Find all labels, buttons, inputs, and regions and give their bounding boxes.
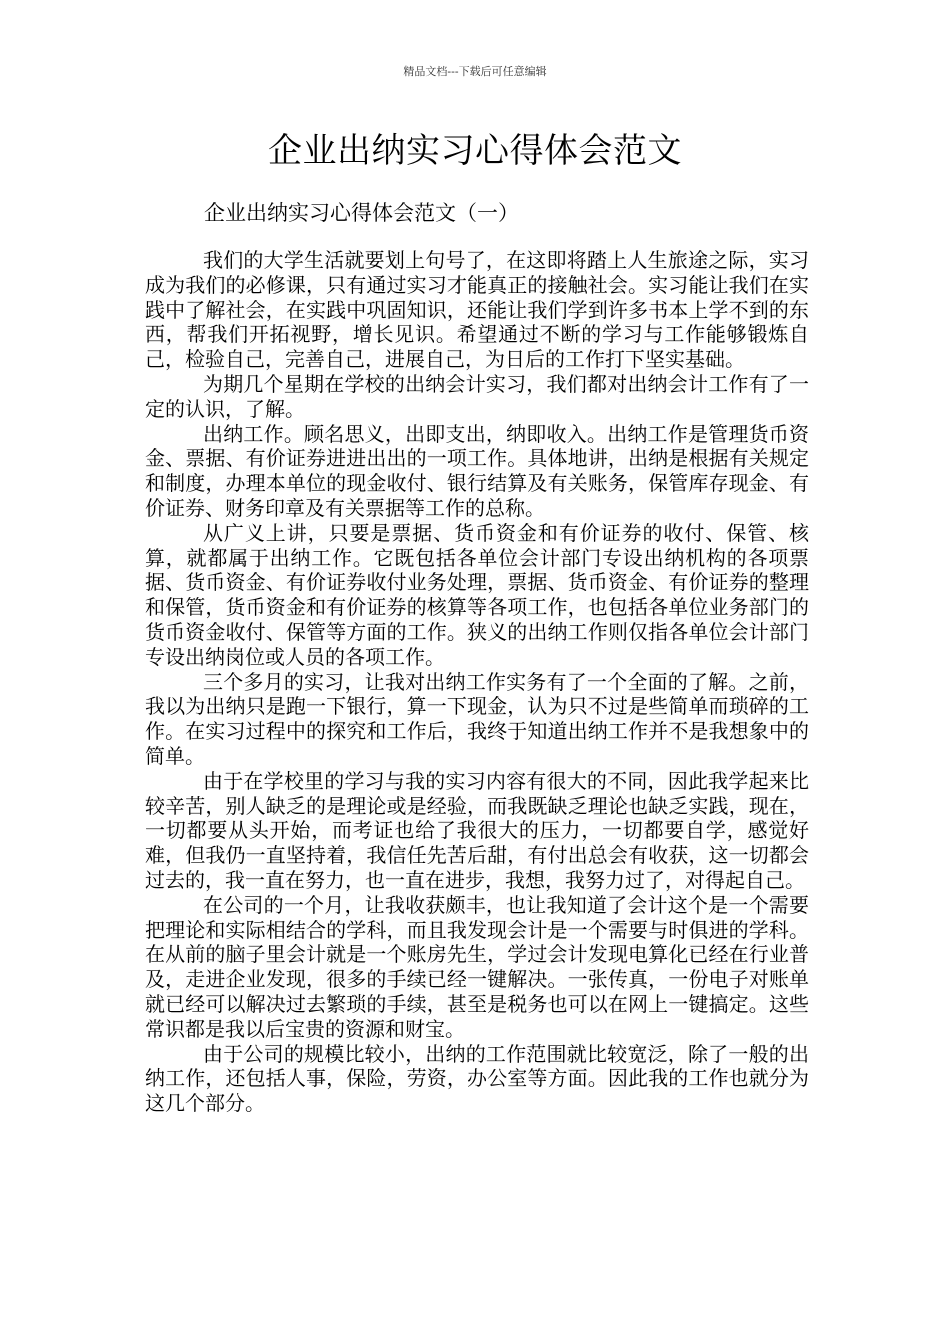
paragraph: 我们的大学生活就要划上句号了，在这即将踏上人生旅途之际，实习成为我们的必修课，只有通过实习才能真正的接触社会。实习能让我们在实践中了解社会，在实践中巩固知识，还能让我们学到许多书本上学不到的东西，帮我们开拓视野，增长见识。希望通过不断的学习与工作能够锻炼自己，检验自己，完善自己，进展自己，为日后的工作打下坚实基础。 (145, 248, 809, 372)
paragraph: 由于公司的规模比较小，出纳的工作范围就比较宽泛，除了一般的出纳工作，还包括人事，保险，劳资，办公室等方面。因此我的工作也就分为这几个部分。 (145, 1041, 809, 1116)
paragraph: 出纳工作。顾名思义，出即支出，纳即收入。出纳工作是管理货币资金、票据、有价证券进进出出的一项工作。具体地讲，出纳是根据有关规定和制度，办理本单位的现金收付、银行结算及有关账务，保管库存现金、有价证券、财务印章及有关票据等工作的总称。 (145, 421, 809, 520)
paragraph: 由于在学校里的学习与我的实习内容有很大的不同，因此我学起来比较辛苦，别人缺乏的是理论或是经验，而我既缺乏理论也缺乏实践，现在，一切都要从头开始，而考证也给了我很大的压力，一切都要自学，感觉好难，但我仍一直坚持着，我信任先苦后甜，有付出总会有收获，这一切都会过去的，我一直在努力，也一直在进步，我想，我努力过了，对得起自己。 (145, 768, 809, 892)
page-header-note: 精品文档---下载后可任意编辑 (403, 65, 547, 78)
paragraph: 三个多月的实习，让我对出纳工作实务有了一个全面的了解。之前，我以为出纳只是跑一下银行，算一下现金，认为只不过是些简单而琐碎的工作。在实习过程中的探究和工作后，我终于知道出纳工作并不是我想象中的简单。 (145, 669, 809, 768)
document-title: 企业出纳实习心得体会范文 (268, 131, 682, 171)
paragraph: 为期几个星期在学校的出纳会计实习，我们都对出纳会计工作有了一定的认识，了解。 (145, 371, 809, 421)
paragraph: 从广义上讲，只要是票据、货币资金和有价证券的收付、保管、核算，就都属于出纳工作。它既包括各单位会计部门专设出纳机构的各项票据、货币资金、有价证券收付业务处理，票据、货币资金、有价证券的整理和保管，货币资金和有价证券的核算等各项工作，也包括各单位业务部门的货币资金收付、保管等方面的工作。狭义的出纳工作则仅指各单位会计部门专设出纳岗位或人员的各项工作。 (145, 520, 809, 669)
section-subtitle: 企业出纳实习心得体会范文（一） (204, 201, 519, 225)
paragraph: 在公司的一个月，让我收获颇丰，也让我知道了会计这个是一个需要把理论和实际相结合的学科，而且我发现会计是一个需要与时俱进的学科。在从前的脑子里会计就是一个账房先生，学过会计发现电算化已经在行业普及，走进企业发现，很多的手续已经一键解决。一张传真，一份电子对账单就已经可以解决过去繁琐的手续，甚至是税务也可以在网上一键搞定。这些常识都是我以后宝贵的资源和财宝。 (145, 892, 809, 1041)
document-body (145, 248, 809, 1116)
